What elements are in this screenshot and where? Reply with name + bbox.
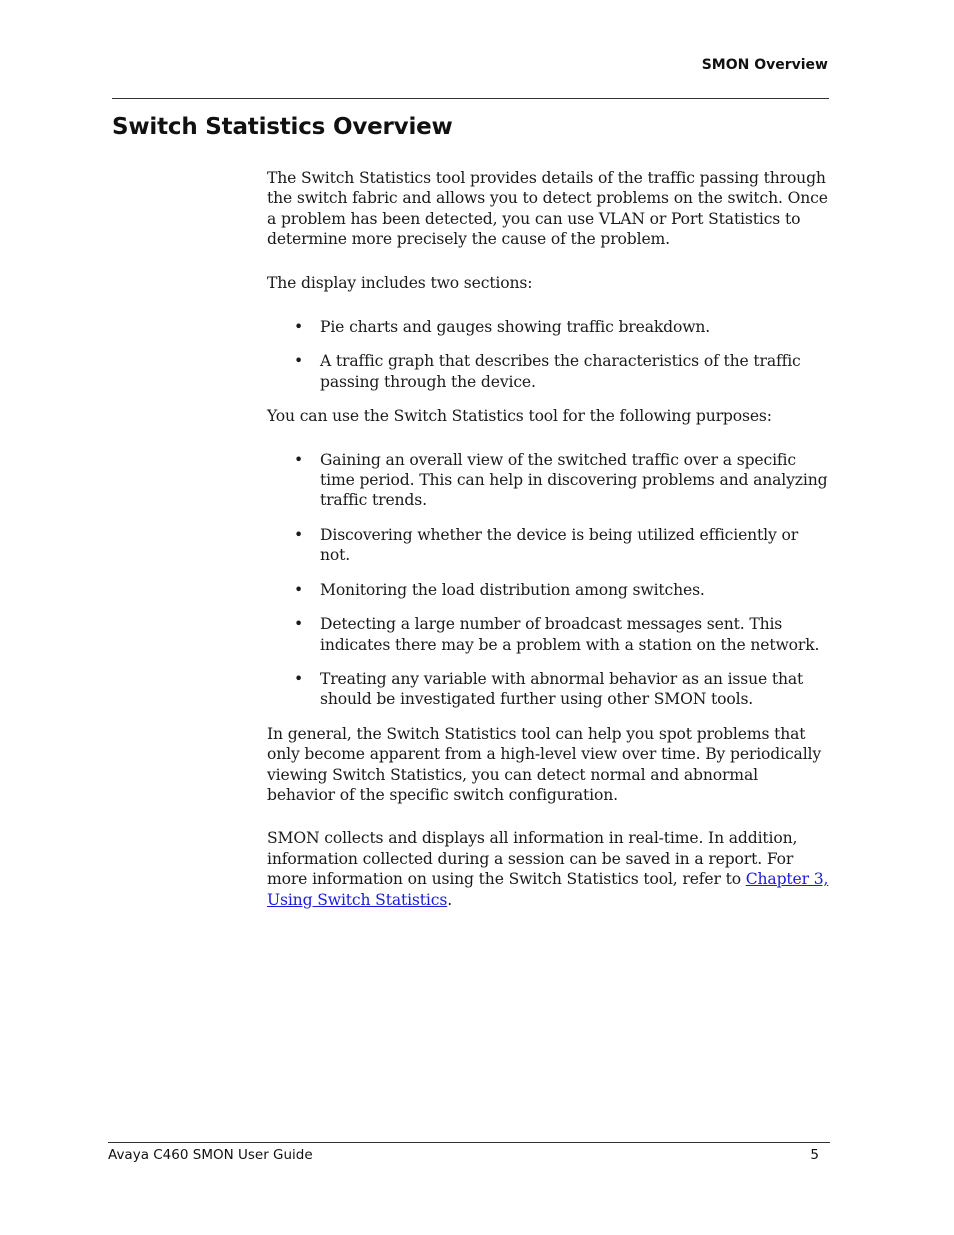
display-intro-paragraph: The display includes two sections: — [267, 273, 533, 292]
list-item-text: Monitoring the load distribution among switches. — [320, 580, 705, 599]
display-sections-list — [267, 317, 829, 392]
bullet-icon: • — [294, 580, 304, 599]
purposes-intro-paragraph: You can use the Switch Statistics tool for the following purposes: — [267, 407, 772, 426]
bullet-icon: • — [294, 450, 304, 469]
intro-paragraph: The Switch Statistics tool provides details of the traffic passing through the switch fabric and allows you to detect problems on the switch. Once a problem has been detected, you can use VLAN or Port Statistics to determine more precisely the cause of the problem. — [267, 169, 828, 249]
list-item — [267, 450, 829, 511]
general-paragraph: In general, the Switch Statistics tool can help you spot problems that only become apparent from a high-level view over time. By periodically viewing Switch Statistics, you can detect normal and abnormal behavior of the specific switch configuration. — [267, 724, 822, 804]
list-item — [267, 317, 829, 337]
chapter-3-link[interactable]: Chapter 3, Using Switch Statistics — [267, 870, 829, 909]
list-item-text: Pie charts and gauges showing traffic breakdown. — [320, 318, 711, 337]
page-number: 5 — [810, 1147, 819, 1163]
bullet-icon: • — [294, 669, 304, 688]
running-head: SMON Overview — [701, 57, 828, 73]
list-item — [267, 351, 829, 392]
list-item — [267, 525, 829, 566]
bullet-icon: • — [294, 615, 304, 634]
body-text — [267, 168, 829, 910]
list-item-text: Treating any variable with abnormal behavior as an issue that should be investigated further using other SMON tools. — [320, 669, 804, 709]
realtime-text: SMON collects and displays all information in real-time. In addition, information collected during a session can be saved in a report. For more information on using the Switch Statistics tool, refer to — [267, 829, 798, 889]
footer-guide-title: Avaya C460 SMON User Guide — [108, 1147, 313, 1163]
list-item — [267, 580, 829, 600]
bullet-icon: • — [294, 525, 304, 544]
footer-rule — [108, 1142, 830, 1143]
list-item-text: Detecting a large number of broadcast messages sent. This indicates there may be a problem with a station on the network. — [320, 615, 820, 654]
realtime-suffix: . — [447, 890, 452, 909]
list-item-text: Gaining an overall view of the switched traffic over a specific time period. This can help in discovering problems and analyzing traffic trends. — [320, 450, 828, 510]
bullet-icon: • — [294, 352, 304, 371]
list-item-text: Discovering whether the device is being utilized efficiently or not. — [320, 525, 799, 565]
section-title: Switch Statistics Overview — [112, 114, 453, 140]
bullet-icon: • — [294, 318, 304, 337]
realtime-paragraph — [267, 828, 829, 910]
header-rule — [112, 98, 829, 99]
list-item-text: A traffic graph that describes the characteristics of the traffic passing through the device. — [320, 352, 801, 391]
list-item — [267, 669, 829, 710]
list-item — [267, 614, 829, 655]
purposes-list — [267, 450, 829, 710]
